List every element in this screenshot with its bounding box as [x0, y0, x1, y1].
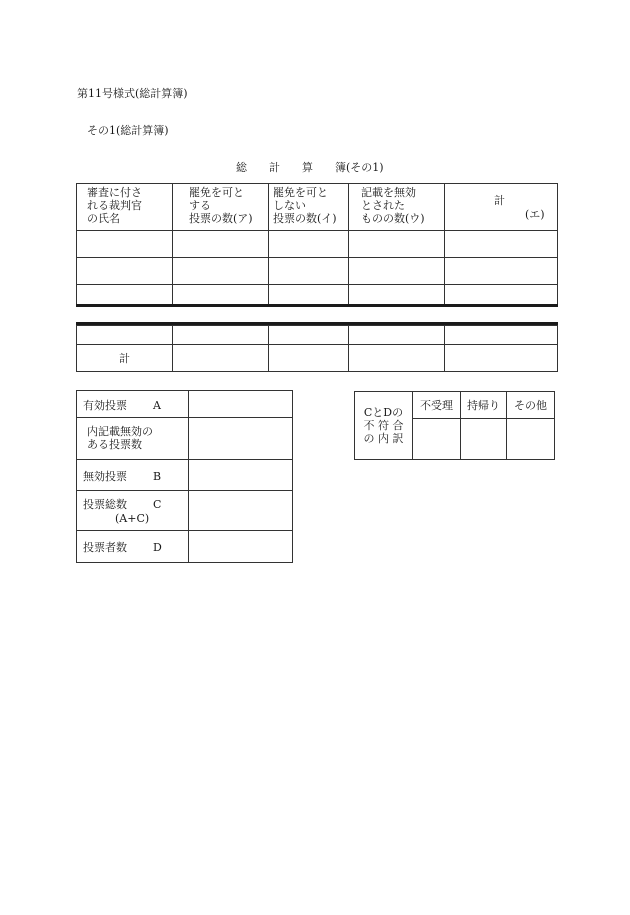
discrepancy-row-label: CとDの 不 符 合 の 内 訳 [363, 406, 404, 445]
header-total-label: 計 [494, 194, 505, 207]
col-other: その他 [507, 392, 555, 419]
total-votes-label: 投票総数 [83, 498, 127, 511]
total-votes-code: C [153, 498, 162, 511]
table-row [77, 258, 558, 285]
table-row [77, 231, 558, 258]
header-invalid: 記載を無効 とされた ものの数(ウ) [349, 184, 445, 231]
sub-form-label: その1(総計算簿) [87, 124, 169, 137]
section-break-top [76, 304, 558, 307]
header-dismiss-yes: 罷免を可と する 投票の数(ア) [173, 184, 269, 231]
main-table-bottom [76, 325, 558, 372]
discrepancy-table [354, 391, 555, 460]
page-title: 総 計 算 簿(その1) [236, 161, 384, 174]
main-table-header-row [77, 184, 558, 231]
total-row [77, 345, 558, 372]
header-judge-name: 審査に付さ れる裁判官 の氏名 [77, 184, 173, 231]
summary-row-invalid [77, 460, 293, 491]
total-votes-formula: (A+C) [115, 512, 150, 525]
table-row [77, 326, 558, 345]
main-table-top [76, 183, 558, 306]
invalid-votes-code: B [153, 470, 162, 483]
col-taken-home: 持帰り [461, 392, 507, 419]
total-row-label-cell [77, 345, 173, 372]
header-total [445, 184, 558, 231]
header-dismiss-no: 罷免を可と しない 投票の数(イ) [269, 184, 349, 231]
col-not-accepted: 不受理 [413, 392, 461, 419]
invalid-votes-label: 無効投票 [83, 470, 127, 483]
summary-table [76, 390, 293, 563]
voters-label: 投票者数 [83, 541, 127, 554]
summary-row-partially-invalid [77, 418, 293, 460]
discrepancy-row-label-cell [355, 392, 413, 460]
valid-votes-code: A [153, 399, 161, 412]
discrepancy-header-row [355, 392, 555, 419]
total-row-label: 計 [119, 351, 130, 365]
summary-row-valid [77, 391, 293, 418]
partially-invalid-label: 内記載無効の ある投票数 [87, 425, 153, 451]
valid-votes-label: 有効投票 [83, 399, 127, 412]
form-number-label: 第11号様式(総計算簿) [77, 87, 188, 100]
header-total-code: (エ) [525, 208, 545, 221]
table-row [77, 285, 558, 306]
summary-row-voters [77, 531, 293, 563]
voters-code: D [153, 541, 162, 554]
summary-row-total [77, 491, 293, 531]
